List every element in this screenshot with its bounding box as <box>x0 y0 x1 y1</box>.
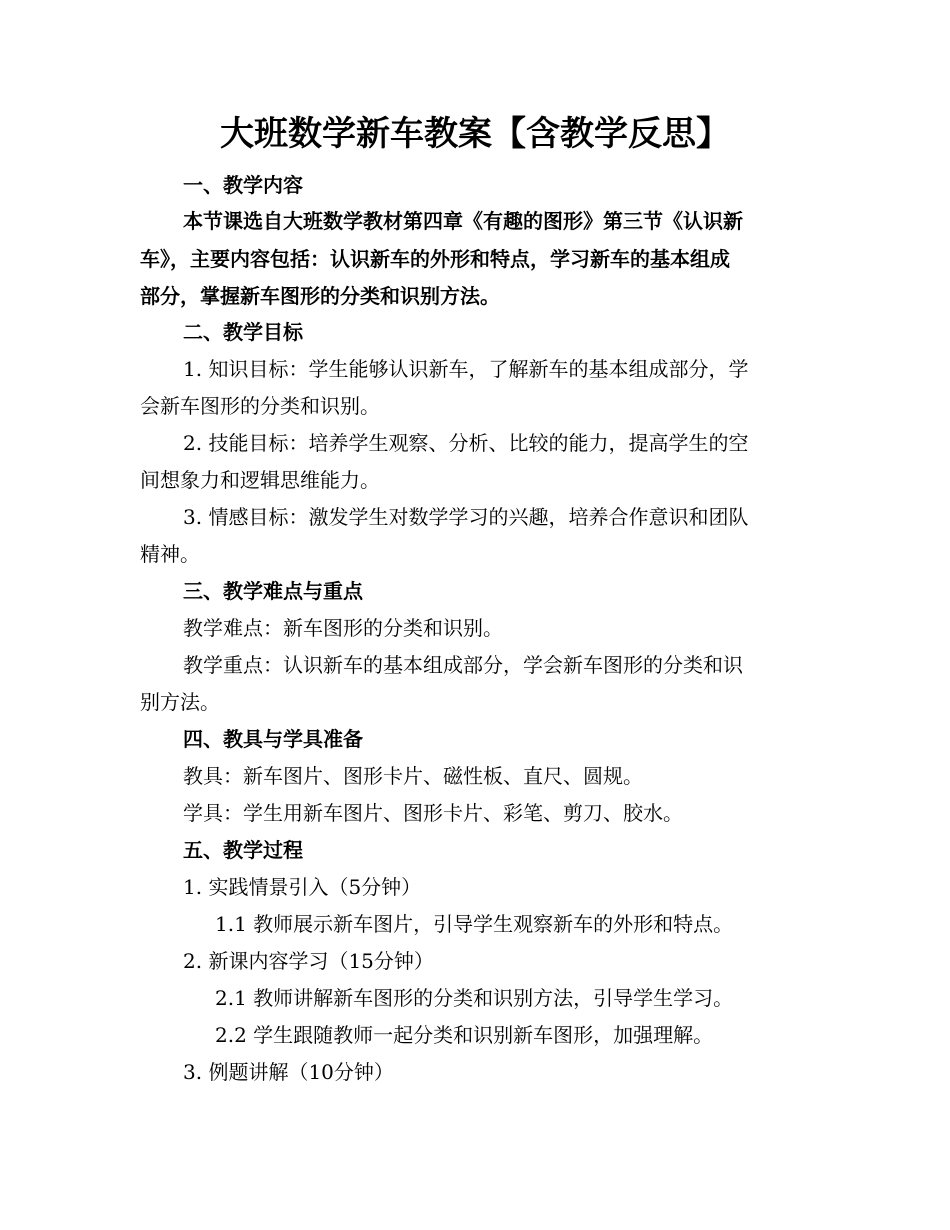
list-item: 3. 例题讲解（10分钟） <box>183 1060 394 1084</box>
paragraph-line: 车》，主要内容包括：认识新车的外形和特点，学习新车的基本组成 <box>140 247 730 271</box>
paragraph-line: 1. 知识目标：学生能够认识新车，了解新车的基本组成部分，学 <box>183 357 749 381</box>
paragraph-line: 3. 情感目标：激发学生对数学学习的兴趣，培养合作意识和团队 <box>183 505 749 529</box>
section-heading-content: 一、教学内容 <box>183 173 303 197</box>
paragraph-line: 会新车图形的分类和识别。 <box>140 394 380 418</box>
list-item: 2. 新课内容学习（15分钟） <box>183 949 434 973</box>
paragraph-line: 部分，掌握新车图形的分类和识别方法。 <box>140 284 500 308</box>
document-title: 大班数学新车教案【含教学反思】 <box>220 114 730 154</box>
section-heading-difficulties: 三、教学难点与重点 <box>183 579 363 603</box>
section-heading-process: 五、教学过程 <box>183 838 303 862</box>
paragraph-line: 2. 技能目标：培养学生观察、分析、比较的能力，提高学生的空 <box>183 431 749 455</box>
section-heading-objectives: 二、教学目标 <box>183 320 303 344</box>
paragraph-line: 教具：新车图片、图形卡片、磁性板、直尺、圆规。 <box>183 764 643 788</box>
paragraph-line: 精神。 <box>140 542 200 566</box>
paragraph-line: 别方法。 <box>140 690 220 714</box>
paragraph-line: 教学难点：新车图形的分类和识别。 <box>183 616 503 640</box>
paragraph-line: 间想象力和逻辑思维能力。 <box>140 468 380 492</box>
paragraph-line: 本节课选自大班数学教材第四章《有趣的图形》第三节《认识新 <box>183 209 743 233</box>
paragraph-line: 学具：学生用新车图片、图形卡片、彩笔、剪刀、胶水。 <box>183 801 683 825</box>
sub-list-item: 1.1 教师展示新车图片，引导学生观察新车的外形和特点。 <box>215 912 734 936</box>
list-item: 1. 实践情景引入（5分钟） <box>183 875 422 899</box>
paragraph-line: 教学重点：认识新车的基本组成部分，学会新车图形的分类和识 <box>183 653 743 677</box>
sub-list-item: 2.1 教师讲解新车图形的分类和识别方法，引导学生学习。 <box>215 986 734 1010</box>
sub-list-item: 2.2 学生跟随教师一起分类和识别新车图形，加强理解。 <box>215 1023 714 1047</box>
section-heading-materials: 四、教具与学具准备 <box>183 727 363 751</box>
